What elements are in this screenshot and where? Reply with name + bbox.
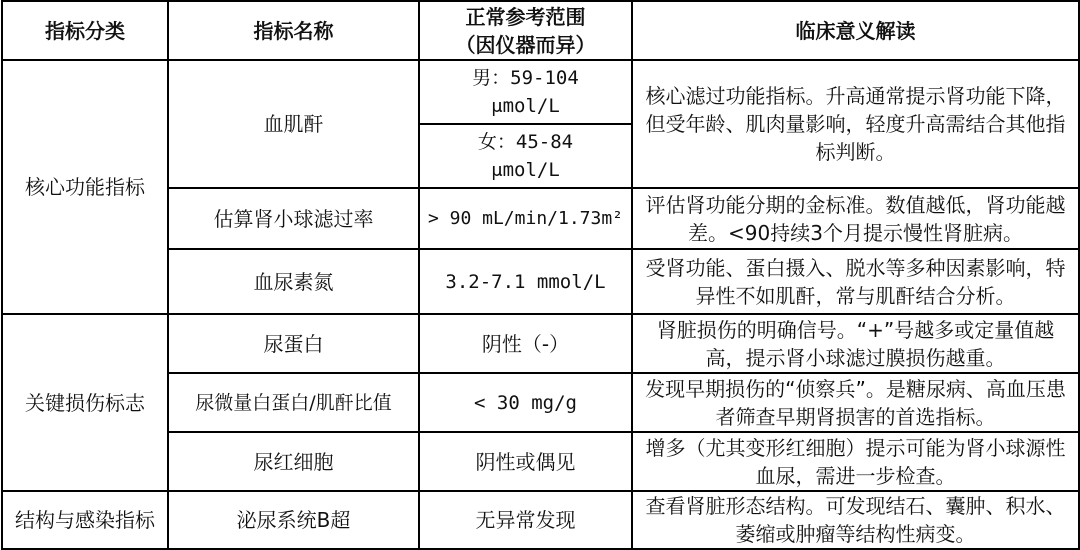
reference-range: 阴性或偶见: [419, 432, 632, 491]
group-damage-markers: 关键损伤标志: [2, 314, 168, 491]
clinical-meaning: 增多（尤其变形红细胞）提示可能为肾小球源性血尿，需进一步检查。: [632, 432, 1079, 491]
group-core-function: 核心功能指标: [2, 60, 168, 314]
table-row: [2, 314, 1079, 373]
reference-range-female: 女：45-84 μmol/L: [419, 124, 632, 188]
group-structure-infection: 结构与感染指标: [2, 491, 168, 549]
reference-range: 3.2-7.1 mmol/L: [419, 249, 632, 314]
clinical-meaning: 发现早期损伤的“侦察兵”。是糖尿病、高血压患者筛查早期肾损害的首选指标。: [632, 373, 1079, 432]
reference-range-male: 男：59-104 μmol/L: [419, 60, 632, 124]
header-clinical-meaning: 临床意义解读: [632, 1, 1079, 60]
header-reference-range: 正常参考范围（因仪器而异）: [419, 1, 632, 60]
header-row: [2, 1, 1079, 60]
reference-range: 无异常发现: [419, 491, 632, 549]
clinical-meaning: 查看肾脏形态结构。可发现结石、囊肿、积水、萎缩或肿瘤等结构性病变。: [632, 491, 1079, 549]
indicator-name: 估算肾小球滤过率: [168, 188, 419, 249]
reference-range: 阴性（-）: [419, 314, 632, 373]
reference-range: > 90 mL/min/1.73m²: [419, 188, 632, 249]
kidney-indicator-table: [1, 0, 1080, 550]
reference-range: < 30 mg/g: [419, 373, 632, 432]
indicator-name: 血肌酐: [168, 60, 419, 188]
indicator-name: 尿微量白蛋白/肌酐比值: [168, 373, 419, 432]
table-row: [2, 491, 1079, 549]
header-indicator-name: 指标名称: [168, 1, 419, 60]
table-row: [2, 60, 1079, 124]
clinical-meaning: 受肾功能、蛋白摄入、脱水等多种因素影响，特异性不如肌酐，常与肌酐结合分析。: [632, 249, 1079, 314]
indicator-name: 尿红细胞: [168, 432, 419, 491]
clinical-meaning: 评估肾功能分期的金标准。数值越低，肾功能越差。<90持续3个月提示慢性肾脏病。: [632, 188, 1079, 249]
indicator-name: 尿蛋白: [168, 314, 419, 373]
indicator-name: 血尿素氮: [168, 249, 419, 314]
indicator-name: 泌尿系统B超: [168, 491, 419, 549]
header-category: 指标分类: [2, 1, 168, 60]
clinical-meaning: 肾脏损伤的明确信号。“+”号越多或定量值越高，提示肾小球滤过膜损伤越重。: [632, 314, 1079, 373]
clinical-meaning: 核心滤过功能指标。升高通常提示肾功能下降，但受年龄、肌肉量影响，轻度升高需结合其他指标判断。: [632, 60, 1079, 188]
